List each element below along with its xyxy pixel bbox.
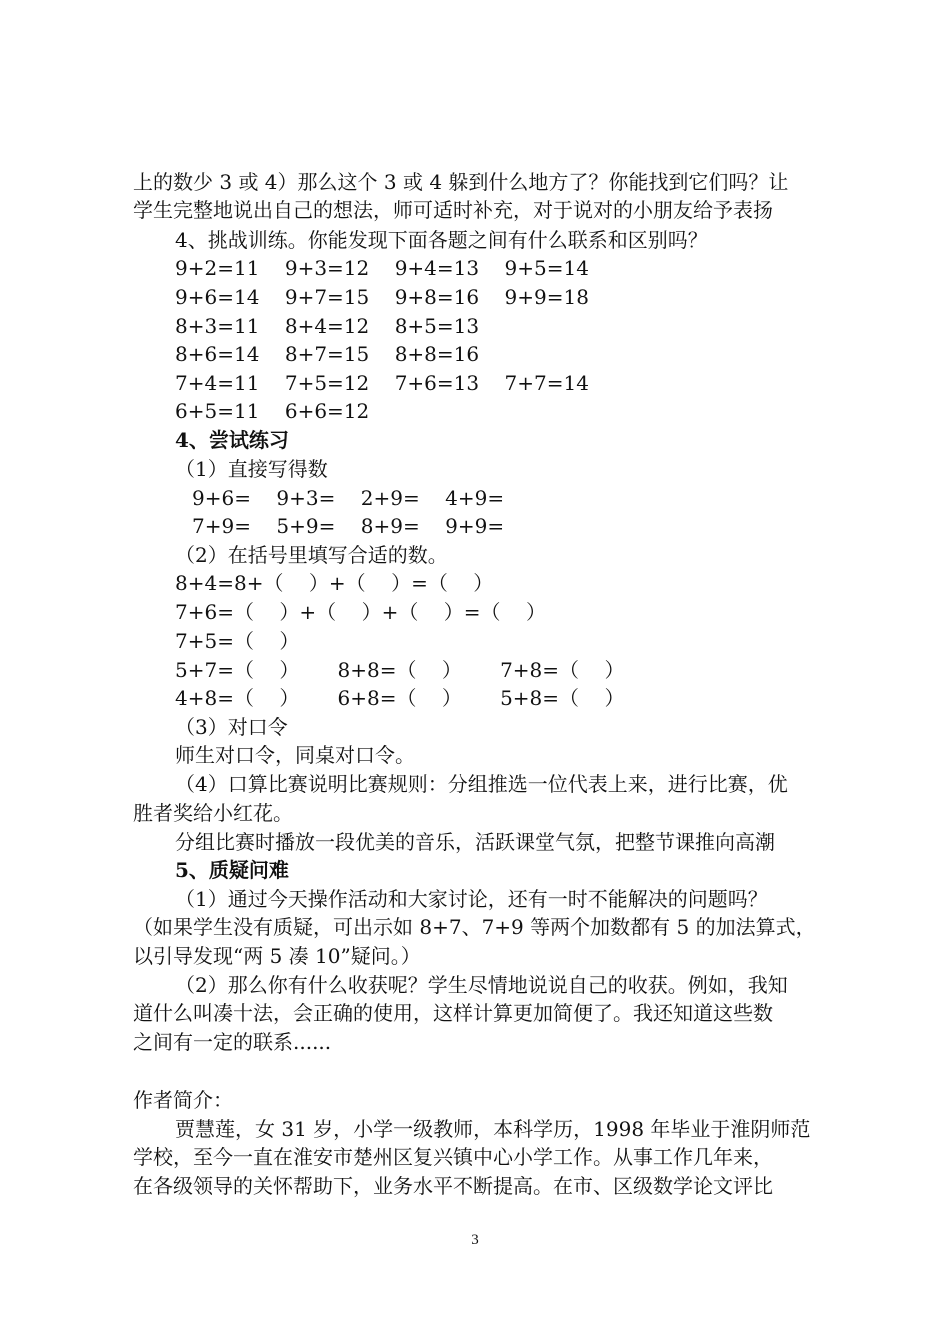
text-line: 贾慧莲，女 31 岁，小学一级教师，本科学历，1998 年毕业于淮阴师范 <box>175 1117 811 1141</box>
text-line: 胜者奖给小红花。 <box>133 801 293 825</box>
equation-row: 8+3=11 8+4=12 8+5=13 <box>175 314 480 338</box>
fill-in-row: 8+4=8+（ ）+（ ）=（ ） <box>175 571 494 595</box>
text-line: （4）口算比赛说明比赛规则：分组推选一位代表上来，进行比赛，优 <box>175 772 788 796</box>
exercise-row: 9+6= 9+3= 2+9= 4+9= <box>192 486 505 510</box>
text-line: 道什么叫凑十法，会正确的使用，这样计算更加简便了。我还知道这些数 <box>133 1001 773 1025</box>
page-number: 3 <box>471 1232 479 1248</box>
text-line: 学生完整地说出自己的想法，师可适时补充，对于说对的小朋友给予表扬 <box>133 198 773 222</box>
equation-row: 8+6=14 8+7=15 8+8=16 <box>175 342 480 366</box>
author-bio-heading: 作者简介： <box>133 1088 233 1112</box>
text-line: 分组比赛时播放一段优美的音乐，活跃课堂气氛，把整节课推向高潮 <box>175 830 775 854</box>
fill-in-row: 7+5=（ ） <box>175 629 300 653</box>
exercise-row: 7+9= 5+9= 8+9= 9+9= <box>192 514 505 538</box>
text-line: 学校，至今一直在淮安市楚州区复兴镇中心小学工作。从事工作几年来， <box>133 1145 773 1169</box>
text-line: 以引导发现“两 5 凑 10”疑问。） <box>133 944 421 968</box>
fill-in-row: 5+7=（ ） 8+8=（ ） 7+8=（ ） <box>175 658 625 682</box>
fill-in-row: 4+8=（ ） 6+8=（ ） 5+8=（ ） <box>175 686 625 710</box>
text-line: 在各级领导的关怀帮助下，业务水平不断提高。在市、区级数学论文评比 <box>133 1174 773 1198</box>
section-heading: 5、质疑问难 <box>175 858 289 882</box>
text-line: （2）那么你有什么收获呢？学生尽情地说说自己的收获。例如，我知 <box>175 973 788 997</box>
text-line: 师生对口令，同桌对口令。 <box>175 743 415 767</box>
text-line: 4、挑战训练。你能发现下面各题之间有什么联系和区别吗？ <box>175 228 708 252</box>
subsection-label: （1）直接写得数 <box>175 457 328 481</box>
equation-row: 6+5=11 6+6=12 <box>175 399 370 423</box>
equation-row: 7+4=11 7+5=12 7+6=13 7+7=14 <box>175 371 589 395</box>
text-line: 之间有一定的联系...... <box>133 1030 332 1054</box>
text-line: （1）通过今天操作活动和大家讨论，还有一时不能解决的问题吗？ <box>175 887 768 911</box>
subsection-label: （3）对口令 <box>175 715 288 739</box>
subsection-label: （2）在括号里填写合适的数。 <box>175 543 448 567</box>
text-line: 上的数少 3 或 4）那么这个 3 或 4 躲到什么地方了？你能找到它们吗？让 <box>133 170 789 194</box>
fill-in-row: 7+6=（ ）+（ ）+（ ）=（ ） <box>175 600 546 624</box>
section-heading: 4、尝试练习 <box>175 428 289 452</box>
equation-row: 9+2=11 9+3=12 9+4=13 9+5=14 <box>175 256 589 280</box>
text-line: （如果学生没有质疑，可出示如 8+7、7+9 等两个加数都有 5 的加法算式， <box>133 915 816 939</box>
equation-row: 9+6=14 9+7=15 9+8=16 9+9=18 <box>175 285 589 309</box>
